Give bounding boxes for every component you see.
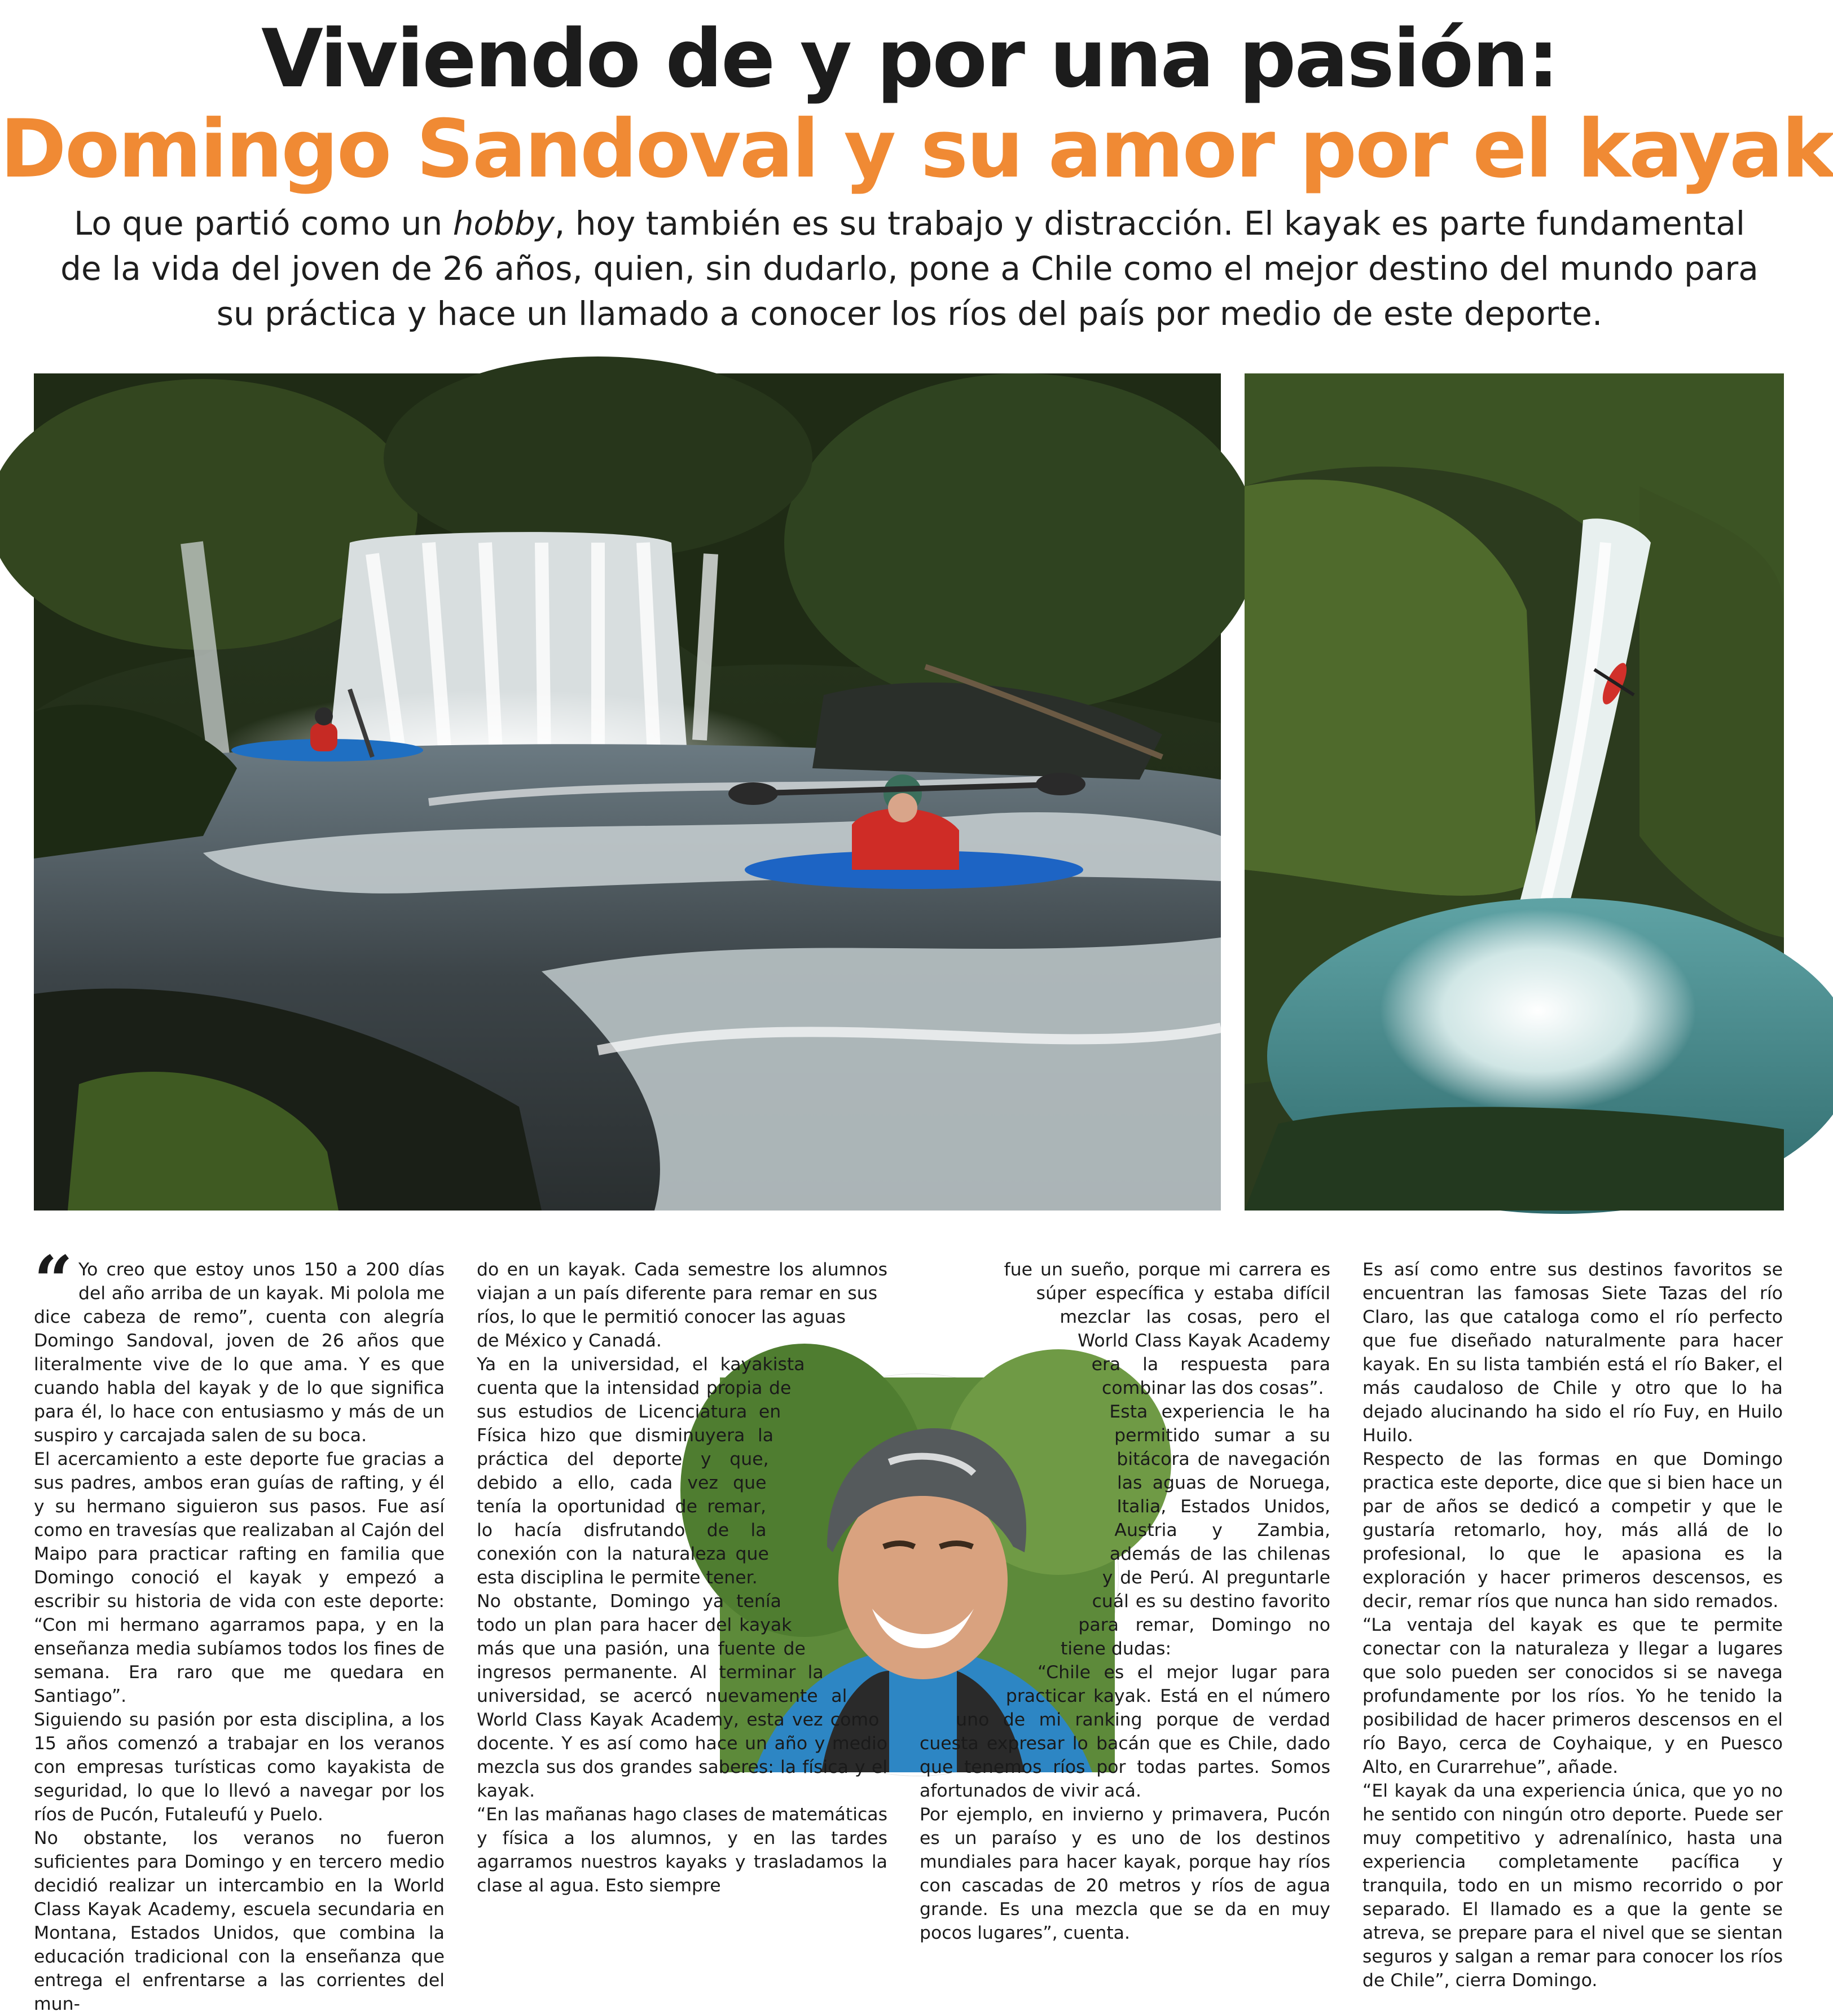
headline-line-2: Domingo Sandoval y su amor por el kayak [0, 103, 1833, 196]
article-paragraph: El acercamiento a este deporte fue gracias a sus padres, ambos eran guías de rafting, y él y su hermano siguieron sus pasos. Fue así como en travesías que realizaban al Cajón del Maipo para practicar rafting en familia que Domingo conoció el kayak y empezó a escribir su historia de vida con este deporte: “Con mi hermano agarramos papa, y en la enseñanza media subíamos todos los fines de semana. Era raro que me quedara en Santiago”. [34, 1449, 445, 1706]
opening-quote-mark: “ [34, 1241, 73, 1320]
article-paragraph: “Chile es el mejor lugar para practicar kayak. Está en el número uno de mi ranking porque de verdad cuesta expresar lo bacán que es Chile, dado que tenemos ríos por todas partes. Somos afortunados de vivir acá. [920, 1662, 1330, 1801]
kayaker-waterfall-drop-photo [1245, 373, 1784, 1211]
deck-text-b: , hoy también es su trabajo y distracción. El kayak es parte fundamental de la vida del joven de 26 años, quien, sin dudarlo, pone a Chile como el mejor destino del mundo para su práctica y hace un llamado a conocer los ríos del país por medio de este deporte. [60, 204, 1759, 333]
article-paragraph: Respecto de las formas en que Domingo practica este deporte, dice que si bien hace un par de años se dedicó a competir y que le gustaría retomarlo, hoy, más allá de lo profesional, lo que le apasiona es la exploración y hacer primeros descensos, es decir, remar ríos que nunca han sido remados. [1362, 1449, 1783, 1612]
article-paragraph: “En las mañanas hago clases de matemáticas y física a los alumnos, y en las tardes agarramos nuestros kayaks y trasladamos la clase al agua. Esto siempre [477, 1804, 887, 1896]
paragraph-text: Yo creo que estoy unos 150 a 200 días del año arriba de un kayak. Mi polola me dice cabeza de remo”, cuenta con alegría Domingo Sandoval, joven de 26 años que literalmente vive de lo que ama. Y es que cuando habla del kayak y de lo que significa para él, lo hace con entusiasmo y más de un suspiro y carcajada salen de su boca. [34, 1260, 445, 1446]
article-column-3 [920, 1258, 1330, 1943]
kayakers-river-waterfall-photo [34, 373, 1221, 1211]
article-paragraph: do en un kayak. Cada semestre los alumnos viajan a un país diferente para remar en sus ríos, lo que le permitió conocer las aguas de México y Canadá. [477, 1260, 887, 1351]
article-paragraph: fue un sueño, porque mi carrera es súper específica y estaba difícil mezclar las cosas, pero el World Class Kayak Academy era la respuesta para combinar las dos cosas”. [1004, 1260, 1330, 1398]
deck-italic: hobby [452, 204, 555, 243]
article-deck [51, 201, 1768, 336]
headline-line-1: Viviendo de y por una pasión: [261, 12, 1558, 105]
article-paragraph: “La ventaja del kayak es que te permite conectar con la naturaleza y llegar a lugares que solo pueden ser conocidos si se navega profundamente por los ríos. Yo he tenido la posibilidad de hacer primeros descensos en el río Bayo, cerca de Coyhaique, y en Puesco Alto, en Curarrehue”, añade. [1362, 1615, 1783, 1777]
article-paragraph: Por ejemplo, en invierno y primavera, Pucón es un paraíso y es uno de los destinos mundiales para hacer kayak, porque hay ríos con cascadas de 20 metros y ríos de agua grande. Es una mezcla que se da en muy pocos lugares”, cuenta. [920, 1804, 1330, 1943]
article-paragraph: No obstante, los veranos no fueron suficientes para Domingo y en tercero medio decidió realizar un intercambio en la World Class Kayak Academy, escuela secundaria en Montana, Estados Unidos, que combina la educación tradicional con la enseñanza que entrega el enfrentarse a las corrientes del mun- [34, 1828, 445, 2014]
article-paragraph: “El kayak da una experiencia única, que yo no he sentido con ningún otro deporte. Puede ser muy competitivo y adrenalínico, hasta una experiencia completamente pacífica y tranquila, todo en un mismo recorrido o por separado. El llamado es a que la gente se atreva, se prepare para el nivel que se sientan seguros y salgan a remar para conocer los ríos de Chile”, cierra Domingo. [1362, 1781, 1783, 1991]
article-paragraph [34, 1241, 445, 1447]
article-paragraph: Es así como entre sus destinos favoritos se encuentran las famosas Siete Tazas del río Claro, las que cataloga como el río perfecto que fue diseñado naturalmente para hacer kayak. En su lista también está el río Baker, el más caudaloso de Chile y otro que lo ha dejado alucinando ha sido el río Fuy, en Huilo Huilo. [1362, 1260, 1783, 1446]
article-paragraph: Esta experiencia le ha permitido sumar a su bitácora de navegación las aguas de Noruega, Italia, Estados Unidos, Austria y Zambia, además de las chilenas y de Perú. Al preguntarle cuál es su destino favorito para remar, Domingo no tiene dudas: [1061, 1402, 1330, 1659]
article-paragraph: Siguiendo su pasión por esta disciplina, a los 15 años comenzó a trabajar en los veranos con empresas turísticas como kayakista de seguridad, lo que lo llevó a navegar por los ríos de Pucón, Futaleufú y Puelo. [34, 1710, 445, 1825]
article-paragraph: No obstante, Domingo ya tenía todo un plan para hacer del kayak más que una pasión, una fuente de ingresos permanente. Al terminar la universidad, se acercó nuevamente al World Class Kayak Academy, esta vez como docente. Y es así como hace un año y medio mezcla sus dos grandes saberes: la física y el kayak. [477, 1591, 887, 1801]
article-paragraph: Ya en la universidad, el kayakista cuenta que la intensidad propia de sus estudios de Licenciatura en Física hizo que disminuyera la práctica del deporte y que, debido a ello, cada vez que tenía la oportunidad de remar, lo hacía disfrutando de la conexión con la naturaleza que esta disciplina le permite tener. [477, 1354, 805, 1588]
article-column-1 [34, 1241, 445, 2014]
article-column-2 [477, 1258, 887, 1929]
article-column-4 [1362, 1258, 1783, 1991]
deck-text-a: Lo que partió como un [74, 204, 453, 243]
